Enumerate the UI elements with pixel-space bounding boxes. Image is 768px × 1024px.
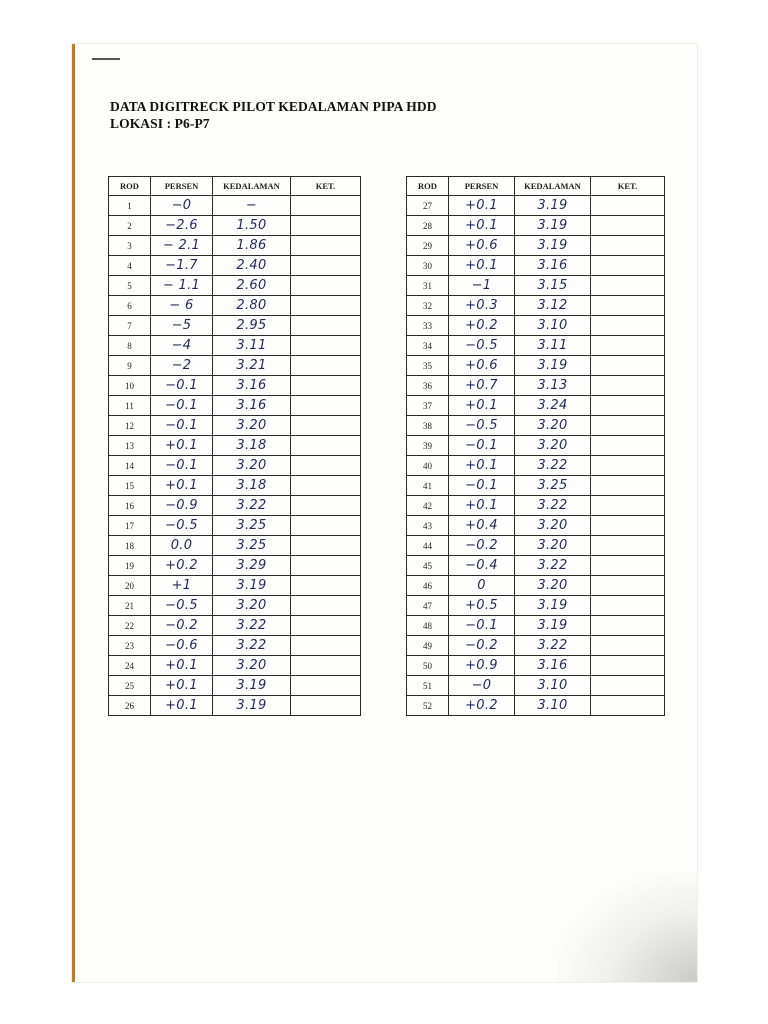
persen-cell: +0.1 bbox=[449, 456, 515, 476]
ket-cell bbox=[291, 296, 361, 316]
persen-cell: −0.6 bbox=[151, 636, 213, 656]
ket-cell bbox=[291, 356, 361, 376]
kedalaman-cell: − bbox=[213, 196, 291, 216]
ket-cell bbox=[291, 436, 361, 456]
header-ket: KET. bbox=[291, 177, 361, 196]
ket-cell bbox=[291, 276, 361, 296]
table-row bbox=[109, 676, 361, 696]
persen-cell: −0.1 bbox=[449, 476, 515, 496]
kedalaman-cell: 3.22 bbox=[515, 556, 591, 576]
kedalaman-cell: 3.22 bbox=[515, 496, 591, 516]
ket-cell bbox=[591, 556, 665, 576]
table-row bbox=[407, 216, 665, 236]
persen-cell: −0.1 bbox=[449, 436, 515, 456]
kedalaman-cell: 2.60 bbox=[213, 276, 291, 296]
ket-cell bbox=[591, 356, 665, 376]
kedalaman-cell: 3.19 bbox=[213, 696, 291, 716]
ket-cell bbox=[591, 276, 665, 296]
ket-cell bbox=[591, 496, 665, 516]
persen-cell: −0.5 bbox=[151, 516, 213, 536]
kedalaman-cell: 3.18 bbox=[213, 436, 291, 456]
ket-cell bbox=[591, 376, 665, 396]
ket-cell bbox=[291, 556, 361, 576]
persen-cell: 0 bbox=[449, 576, 515, 596]
kedalaman-cell: 3.18 bbox=[213, 476, 291, 496]
persen-cell: −0.5 bbox=[151, 596, 213, 616]
kedalaman-cell: 3.16 bbox=[515, 256, 591, 276]
kedalaman-cell: 3.11 bbox=[515, 336, 591, 356]
persen-cell: +0.1 bbox=[449, 196, 515, 216]
table-row bbox=[109, 316, 361, 336]
rod-cell: 37 bbox=[407, 396, 449, 416]
persen-cell: +0.3 bbox=[449, 296, 515, 316]
kedalaman-cell: 3.13 bbox=[515, 376, 591, 396]
ket-cell bbox=[591, 196, 665, 216]
rod-cell: 30 bbox=[407, 256, 449, 276]
persen-cell: −2 bbox=[151, 356, 213, 376]
kedalaman-cell: 3.25 bbox=[213, 536, 291, 556]
rod-cell: 40 bbox=[407, 456, 449, 476]
ket-cell bbox=[291, 196, 361, 216]
persen-cell: −0.1 bbox=[151, 376, 213, 396]
ket-cell bbox=[291, 696, 361, 716]
kedalaman-cell: 3.19 bbox=[213, 676, 291, 696]
table-row bbox=[407, 436, 665, 456]
rod-cell: 46 bbox=[407, 576, 449, 596]
rod-cell: 51 bbox=[407, 676, 449, 696]
rod-cell: 3 bbox=[109, 236, 151, 256]
persen-cell: +0.4 bbox=[449, 516, 515, 536]
ket-cell bbox=[291, 616, 361, 636]
rod-cell: 28 bbox=[407, 216, 449, 236]
kedalaman-cell: 3.22 bbox=[213, 616, 291, 636]
rod-cell: 16 bbox=[109, 496, 151, 516]
rod-cell: 33 bbox=[407, 316, 449, 336]
ket-cell bbox=[291, 476, 361, 496]
persen-cell: −0 bbox=[151, 196, 213, 216]
kedalaman-cell: 3.20 bbox=[515, 576, 591, 596]
table-row bbox=[109, 256, 361, 276]
table-row bbox=[407, 376, 665, 396]
persen-cell: −0.1 bbox=[449, 616, 515, 636]
persen-cell: −0.1 bbox=[151, 456, 213, 476]
kedalaman-cell: 1.50 bbox=[213, 216, 291, 236]
table-row bbox=[109, 456, 361, 476]
rod-cell: 27 bbox=[407, 196, 449, 216]
table-row bbox=[109, 556, 361, 576]
table-row bbox=[407, 256, 665, 276]
ket-cell bbox=[591, 456, 665, 476]
persen-cell: −0.2 bbox=[449, 536, 515, 556]
rod-cell: 44 bbox=[407, 536, 449, 556]
kedalaman-cell: 3.21 bbox=[213, 356, 291, 376]
rod-cell: 36 bbox=[407, 376, 449, 396]
ket-cell bbox=[591, 316, 665, 336]
table-row bbox=[407, 456, 665, 476]
ket-cell bbox=[291, 536, 361, 556]
persen-cell: −0.9 bbox=[151, 496, 213, 516]
ket-cell bbox=[291, 376, 361, 396]
ket-cell bbox=[291, 336, 361, 356]
table-row bbox=[407, 556, 665, 576]
kedalaman-cell: 3.22 bbox=[515, 636, 591, 656]
kedalaman-cell: 3.29 bbox=[213, 556, 291, 576]
ket-cell bbox=[591, 296, 665, 316]
persen-cell: − 2.1 bbox=[151, 236, 213, 256]
kedalaman-cell: 3.20 bbox=[515, 436, 591, 456]
persen-cell: −0.2 bbox=[449, 636, 515, 656]
table-row bbox=[109, 376, 361, 396]
kedalaman-cell: 3.19 bbox=[515, 216, 591, 236]
persen-cell: +1 bbox=[151, 576, 213, 596]
ket-cell bbox=[591, 596, 665, 616]
persen-cell: +0.7 bbox=[449, 376, 515, 396]
persen-cell: −2.6 bbox=[151, 216, 213, 236]
ket-cell bbox=[591, 476, 665, 496]
rod-cell: 14 bbox=[109, 456, 151, 476]
rod-cell: 35 bbox=[407, 356, 449, 376]
kedalaman-cell: 3.19 bbox=[515, 196, 591, 216]
rod-cell: 13 bbox=[109, 436, 151, 456]
persen-cell: +0.1 bbox=[449, 216, 515, 236]
drilling-log-table-right bbox=[406, 176, 665, 716]
fold-shadow bbox=[557, 872, 697, 982]
ket-cell bbox=[291, 576, 361, 596]
rod-cell: 45 bbox=[407, 556, 449, 576]
kedalaman-cell: 1.86 bbox=[213, 236, 291, 256]
ket-cell bbox=[591, 676, 665, 696]
ket-cell bbox=[291, 516, 361, 536]
rod-cell: 5 bbox=[109, 276, 151, 296]
rod-cell: 47 bbox=[407, 596, 449, 616]
ket-cell bbox=[291, 316, 361, 336]
rod-cell: 24 bbox=[109, 656, 151, 676]
kedalaman-cell: 3.19 bbox=[515, 596, 591, 616]
pen-mark bbox=[92, 58, 120, 60]
kedalaman-cell: 2.80 bbox=[213, 296, 291, 316]
ket-cell bbox=[291, 596, 361, 616]
ket-cell bbox=[591, 696, 665, 716]
ket-cell bbox=[291, 396, 361, 416]
persen-cell: − 6 bbox=[151, 296, 213, 316]
kedalaman-cell: 3.20 bbox=[213, 416, 291, 436]
kedalaman-cell: 3.10 bbox=[515, 676, 591, 696]
table-row bbox=[407, 656, 665, 676]
persen-cell: +0.5 bbox=[449, 596, 515, 616]
table-row bbox=[109, 496, 361, 516]
kedalaman-cell: 2.95 bbox=[213, 316, 291, 336]
rod-cell: 20 bbox=[109, 576, 151, 596]
header-rod: ROD bbox=[407, 177, 449, 196]
ket-cell bbox=[291, 636, 361, 656]
kedalaman-cell: 3.20 bbox=[515, 536, 591, 556]
table-row bbox=[109, 356, 361, 376]
table-row bbox=[109, 536, 361, 556]
persen-cell: −0 bbox=[449, 676, 515, 696]
kedalaman-cell: 3.16 bbox=[213, 376, 291, 396]
kedalaman-cell: 2.40 bbox=[213, 256, 291, 276]
persen-cell: +0.6 bbox=[449, 356, 515, 376]
kedalaman-cell: 3.25 bbox=[213, 516, 291, 536]
header-persen: PERSEN bbox=[151, 177, 213, 196]
ket-cell bbox=[291, 256, 361, 276]
table-row bbox=[109, 436, 361, 456]
table-row bbox=[109, 216, 361, 236]
table-row bbox=[407, 276, 665, 296]
rod-cell: 25 bbox=[109, 676, 151, 696]
ket-cell bbox=[591, 216, 665, 236]
document-title: DATA DIGITRECK PILOT KEDALAMAN PIPA HDD bbox=[110, 99, 437, 114]
rod-cell: 38 bbox=[407, 416, 449, 436]
rod-cell: 43 bbox=[407, 516, 449, 536]
table-row bbox=[109, 236, 361, 256]
rod-cell: 50 bbox=[407, 656, 449, 676]
location-label: LOKASI : P6-P7 bbox=[110, 116, 210, 131]
table-row bbox=[407, 516, 665, 536]
kedalaman-cell: 3.11 bbox=[213, 336, 291, 356]
table-row bbox=[109, 576, 361, 596]
rod-cell: 41 bbox=[407, 476, 449, 496]
ket-cell bbox=[591, 396, 665, 416]
rod-cell: 32 bbox=[407, 296, 449, 316]
persen-cell: +0.1 bbox=[449, 396, 515, 416]
persen-cell: −1.7 bbox=[151, 256, 213, 276]
kedalaman-cell: 3.20 bbox=[213, 596, 291, 616]
kedalaman-cell: 3.20 bbox=[515, 516, 591, 536]
persen-cell: −0.5 bbox=[449, 416, 515, 436]
kedalaman-cell: 3.24 bbox=[515, 396, 591, 416]
table-row bbox=[109, 416, 361, 436]
table-row bbox=[407, 396, 665, 416]
kedalaman-cell: 3.15 bbox=[515, 276, 591, 296]
rod-cell: 52 bbox=[407, 696, 449, 716]
ket-cell bbox=[591, 236, 665, 256]
table-row bbox=[407, 536, 665, 556]
table-row bbox=[407, 616, 665, 636]
kedalaman-cell: 3.25 bbox=[515, 476, 591, 496]
kedalaman-cell: 3.20 bbox=[515, 416, 591, 436]
persen-cell: −0.4 bbox=[449, 556, 515, 576]
rod-cell: 10 bbox=[109, 376, 151, 396]
kedalaman-cell: 3.19 bbox=[515, 616, 591, 636]
kedalaman-cell: 3.19 bbox=[213, 576, 291, 596]
rod-cell: 39 bbox=[407, 436, 449, 456]
table-row bbox=[407, 476, 665, 496]
kedalaman-cell: 3.22 bbox=[515, 456, 591, 476]
rod-cell: 11 bbox=[109, 396, 151, 416]
rod-cell: 17 bbox=[109, 516, 151, 536]
header-rod: ROD bbox=[109, 177, 151, 196]
table-row bbox=[407, 576, 665, 596]
rod-cell: 21 bbox=[109, 596, 151, 616]
table-row bbox=[109, 336, 361, 356]
table-row bbox=[109, 476, 361, 496]
persen-cell: +0.1 bbox=[151, 676, 213, 696]
drilling-log-table-left bbox=[108, 176, 361, 716]
table-row bbox=[109, 656, 361, 676]
rod-cell: 22 bbox=[109, 616, 151, 636]
rod-cell: 49 bbox=[407, 636, 449, 656]
persen-cell: −5 bbox=[151, 316, 213, 336]
table-row bbox=[407, 676, 665, 696]
rod-cell: 18 bbox=[109, 536, 151, 556]
table-row bbox=[109, 396, 361, 416]
ket-cell bbox=[591, 336, 665, 356]
persen-cell: −0.1 bbox=[151, 396, 213, 416]
ket-cell bbox=[291, 656, 361, 676]
persen-cell: +0.1 bbox=[151, 476, 213, 496]
ket-cell bbox=[591, 616, 665, 636]
kedalaman-cell: 3.22 bbox=[213, 496, 291, 516]
table-row bbox=[109, 696, 361, 716]
kedalaman-cell: 3.22 bbox=[213, 636, 291, 656]
kedalaman-cell: 3.10 bbox=[515, 316, 591, 336]
kedalaman-cell: 3.16 bbox=[213, 396, 291, 416]
persen-cell: −4 bbox=[151, 336, 213, 356]
rod-cell: 1 bbox=[109, 196, 151, 216]
table-header-row bbox=[109, 177, 361, 196]
table-row bbox=[109, 636, 361, 656]
ket-cell bbox=[291, 676, 361, 696]
table-row bbox=[109, 276, 361, 296]
persen-cell: −1 bbox=[449, 276, 515, 296]
persen-cell: +0.9 bbox=[449, 656, 515, 676]
table-row bbox=[109, 616, 361, 636]
rod-cell: 26 bbox=[109, 696, 151, 716]
document-header bbox=[110, 98, 437, 132]
rod-cell: 4 bbox=[109, 256, 151, 276]
table-row bbox=[109, 596, 361, 616]
rod-cell: 48 bbox=[407, 616, 449, 636]
rod-cell: 19 bbox=[109, 556, 151, 576]
rod-cell: 6 bbox=[109, 296, 151, 316]
ket-cell bbox=[591, 516, 665, 536]
ket-cell bbox=[591, 256, 665, 276]
table-row bbox=[407, 356, 665, 376]
persen-cell: +0.2 bbox=[449, 696, 515, 716]
ket-cell bbox=[591, 536, 665, 556]
kedalaman-cell: 3.16 bbox=[515, 656, 591, 676]
table-row bbox=[407, 316, 665, 336]
ket-cell bbox=[591, 576, 665, 596]
persen-cell: +0.1 bbox=[449, 256, 515, 276]
persen-cell: +0.2 bbox=[151, 556, 213, 576]
rod-cell: 29 bbox=[407, 236, 449, 256]
persen-cell: −0.1 bbox=[151, 416, 213, 436]
kedalaman-cell: 3.20 bbox=[213, 456, 291, 476]
persen-cell: 0.0 bbox=[151, 536, 213, 556]
rod-cell: 31 bbox=[407, 276, 449, 296]
kedalaman-cell: 3.10 bbox=[515, 696, 591, 716]
header-kedalaman: KEDALAMAN bbox=[515, 177, 591, 196]
ket-cell bbox=[291, 216, 361, 236]
table-row bbox=[407, 236, 665, 256]
kedalaman-cell: 3.19 bbox=[515, 236, 591, 256]
ket-cell bbox=[591, 636, 665, 656]
table-row bbox=[109, 196, 361, 216]
rod-cell: 15 bbox=[109, 476, 151, 496]
persen-cell: +0.1 bbox=[151, 656, 213, 676]
table-row bbox=[407, 336, 665, 356]
table-row bbox=[109, 296, 361, 316]
table-row bbox=[407, 596, 665, 616]
table-row bbox=[407, 496, 665, 516]
table-row bbox=[109, 516, 361, 536]
kedalaman-cell: 3.19 bbox=[515, 356, 591, 376]
ket-cell bbox=[291, 236, 361, 256]
header-persen: PERSEN bbox=[449, 177, 515, 196]
header-ket: KET. bbox=[591, 177, 665, 196]
rod-cell: 7 bbox=[109, 316, 151, 336]
rod-cell: 9 bbox=[109, 356, 151, 376]
table-row bbox=[407, 296, 665, 316]
ket-cell bbox=[591, 436, 665, 456]
persen-cell: − 1.1 bbox=[151, 276, 213, 296]
persen-cell: −0.2 bbox=[151, 616, 213, 636]
persen-cell: +0.6 bbox=[449, 236, 515, 256]
rod-cell: 12 bbox=[109, 416, 151, 436]
table-row bbox=[407, 196, 665, 216]
ket-cell bbox=[591, 416, 665, 436]
persen-cell: +0.2 bbox=[449, 316, 515, 336]
rod-cell: 2 bbox=[109, 216, 151, 236]
kedalaman-cell: 3.12 bbox=[515, 296, 591, 316]
ket-cell bbox=[291, 416, 361, 436]
table-row bbox=[407, 696, 665, 716]
ket-cell bbox=[591, 656, 665, 676]
rod-cell: 34 bbox=[407, 336, 449, 356]
kedalaman-cell: 3.20 bbox=[213, 656, 291, 676]
table-row bbox=[407, 636, 665, 656]
rod-cell: 42 bbox=[407, 496, 449, 516]
rod-cell: 23 bbox=[109, 636, 151, 656]
table-header-row bbox=[407, 177, 665, 196]
persen-cell: −0.5 bbox=[449, 336, 515, 356]
header-kedalaman: KEDALAMAN bbox=[213, 177, 291, 196]
rod-cell: 8 bbox=[109, 336, 151, 356]
ket-cell bbox=[291, 456, 361, 476]
table-row bbox=[407, 416, 665, 436]
persen-cell: +0.1 bbox=[151, 696, 213, 716]
persen-cell: +0.1 bbox=[151, 436, 213, 456]
ket-cell bbox=[291, 496, 361, 516]
persen-cell: +0.1 bbox=[449, 496, 515, 516]
